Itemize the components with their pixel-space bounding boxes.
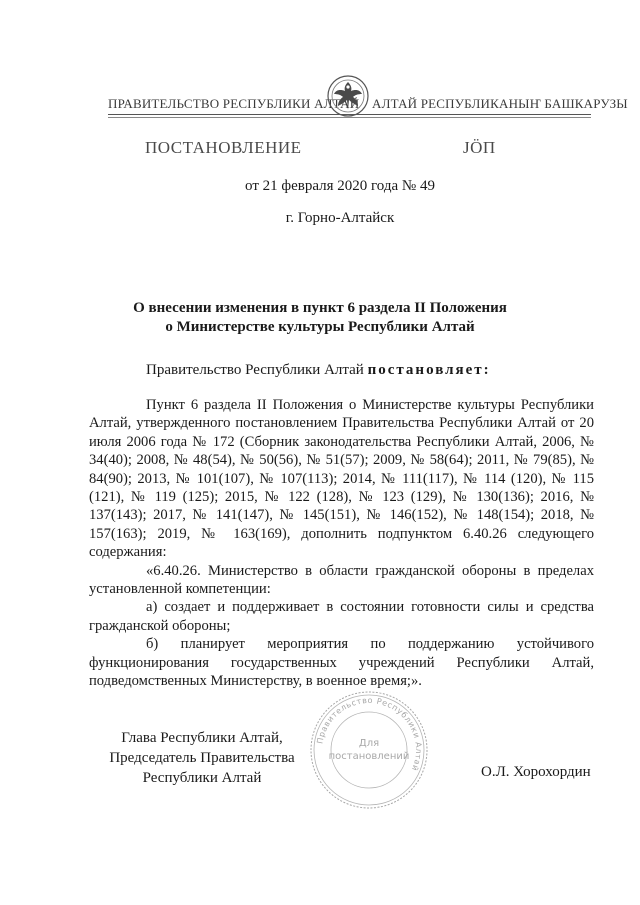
signer-position	[92, 728, 312, 788]
date-line: от 21 февраля 2020 года № 49	[245, 178, 435, 194]
signer-position-line-3: Республики Алтай	[142, 770, 262, 786]
title-line-1: О внесении изменения в пункт 6 раздела II Положения	[133, 300, 507, 316]
body-paragraph-1: Пункт 6 раздела II Положения о Министерстве культуры Республики Алтай, утвержденного постановлением Правительства Республики Алтай от 20 июля 2006 года № 172 (Сборник законодательства Республики Алтай, 2006, № 34(40); 2008, № 48(54), № 50(56), № 51(57); 2009, № 58(64); 2011, № 79(85), № 84(90); 2013, № 101(107), № 107(113); 2014, № 111(117), № 114 (120), № 115 (121), № 119 (125); 2015, № 122 (128), № 123 (129), № 130(136); 2016, № 137(143); 2017, № 141(147), № 145(151), № 146(152), № 148(154); 2018, № 157(163); 2019, № 163(169), дополнить подпунктом 6.40.26 следующего содержания:	[89, 397, 594, 561]
signer-position-line-1: Глава Республики Алтай,	[121, 730, 283, 746]
body-paragraph-3: а) создает и поддерживает в состоянии готовности силы и средства гражданской обороны;	[89, 599, 594, 634]
resolves-verb: постановляет:	[367, 362, 491, 378]
seal-ring-text: Правительство Республики Алтай	[315, 695, 424, 773]
title-line-2: о Министерстве культуры Республики Алтай	[165, 319, 475, 335]
signer-name: О.Л. Хорохордин	[481, 764, 591, 780]
header-left-text: ПРАВИТЕЛЬСТВО РЕСПУБЛИКИ АЛТАЙ	[108, 96, 360, 111]
resolves-line	[146, 362, 491, 379]
emblem-icon	[326, 70, 370, 122]
seal-inner-line-1: Для	[358, 738, 380, 749]
city-line: г. Горно-Алтайск	[285, 210, 395, 226]
doc-type-altai: ЈӦП	[463, 138, 496, 157]
doc-type-russian: ПОСТАНОВЛЕНИЕ	[145, 138, 302, 157]
seal-inner-line-2: постановлений	[328, 751, 410, 762]
body-paragraph-2: «6.40.26. Министерство в области гражданской обороны в пределах установленной компетенции:	[89, 562, 594, 598]
document-body	[89, 396, 594, 691]
resolves-subject: Правительство Республики Алтай	[146, 362, 368, 378]
body-paragraph-4: б) планирует мероприятия по поддержанию устойчивого функционирования государственных учреждений Республики Алтай, подведомственных Министерству, в военное время;».	[89, 636, 594, 690]
seal-stamp-icon	[307, 688, 431, 812]
header-right-text: АЛТАЙ РЕСПУБЛИКАНЫҤ БАШКАРУЗЫ	[372, 96, 628, 111]
signer-position-line-2: Председатель Правительства	[109, 750, 295, 766]
document-title	[0, 299, 640, 337]
